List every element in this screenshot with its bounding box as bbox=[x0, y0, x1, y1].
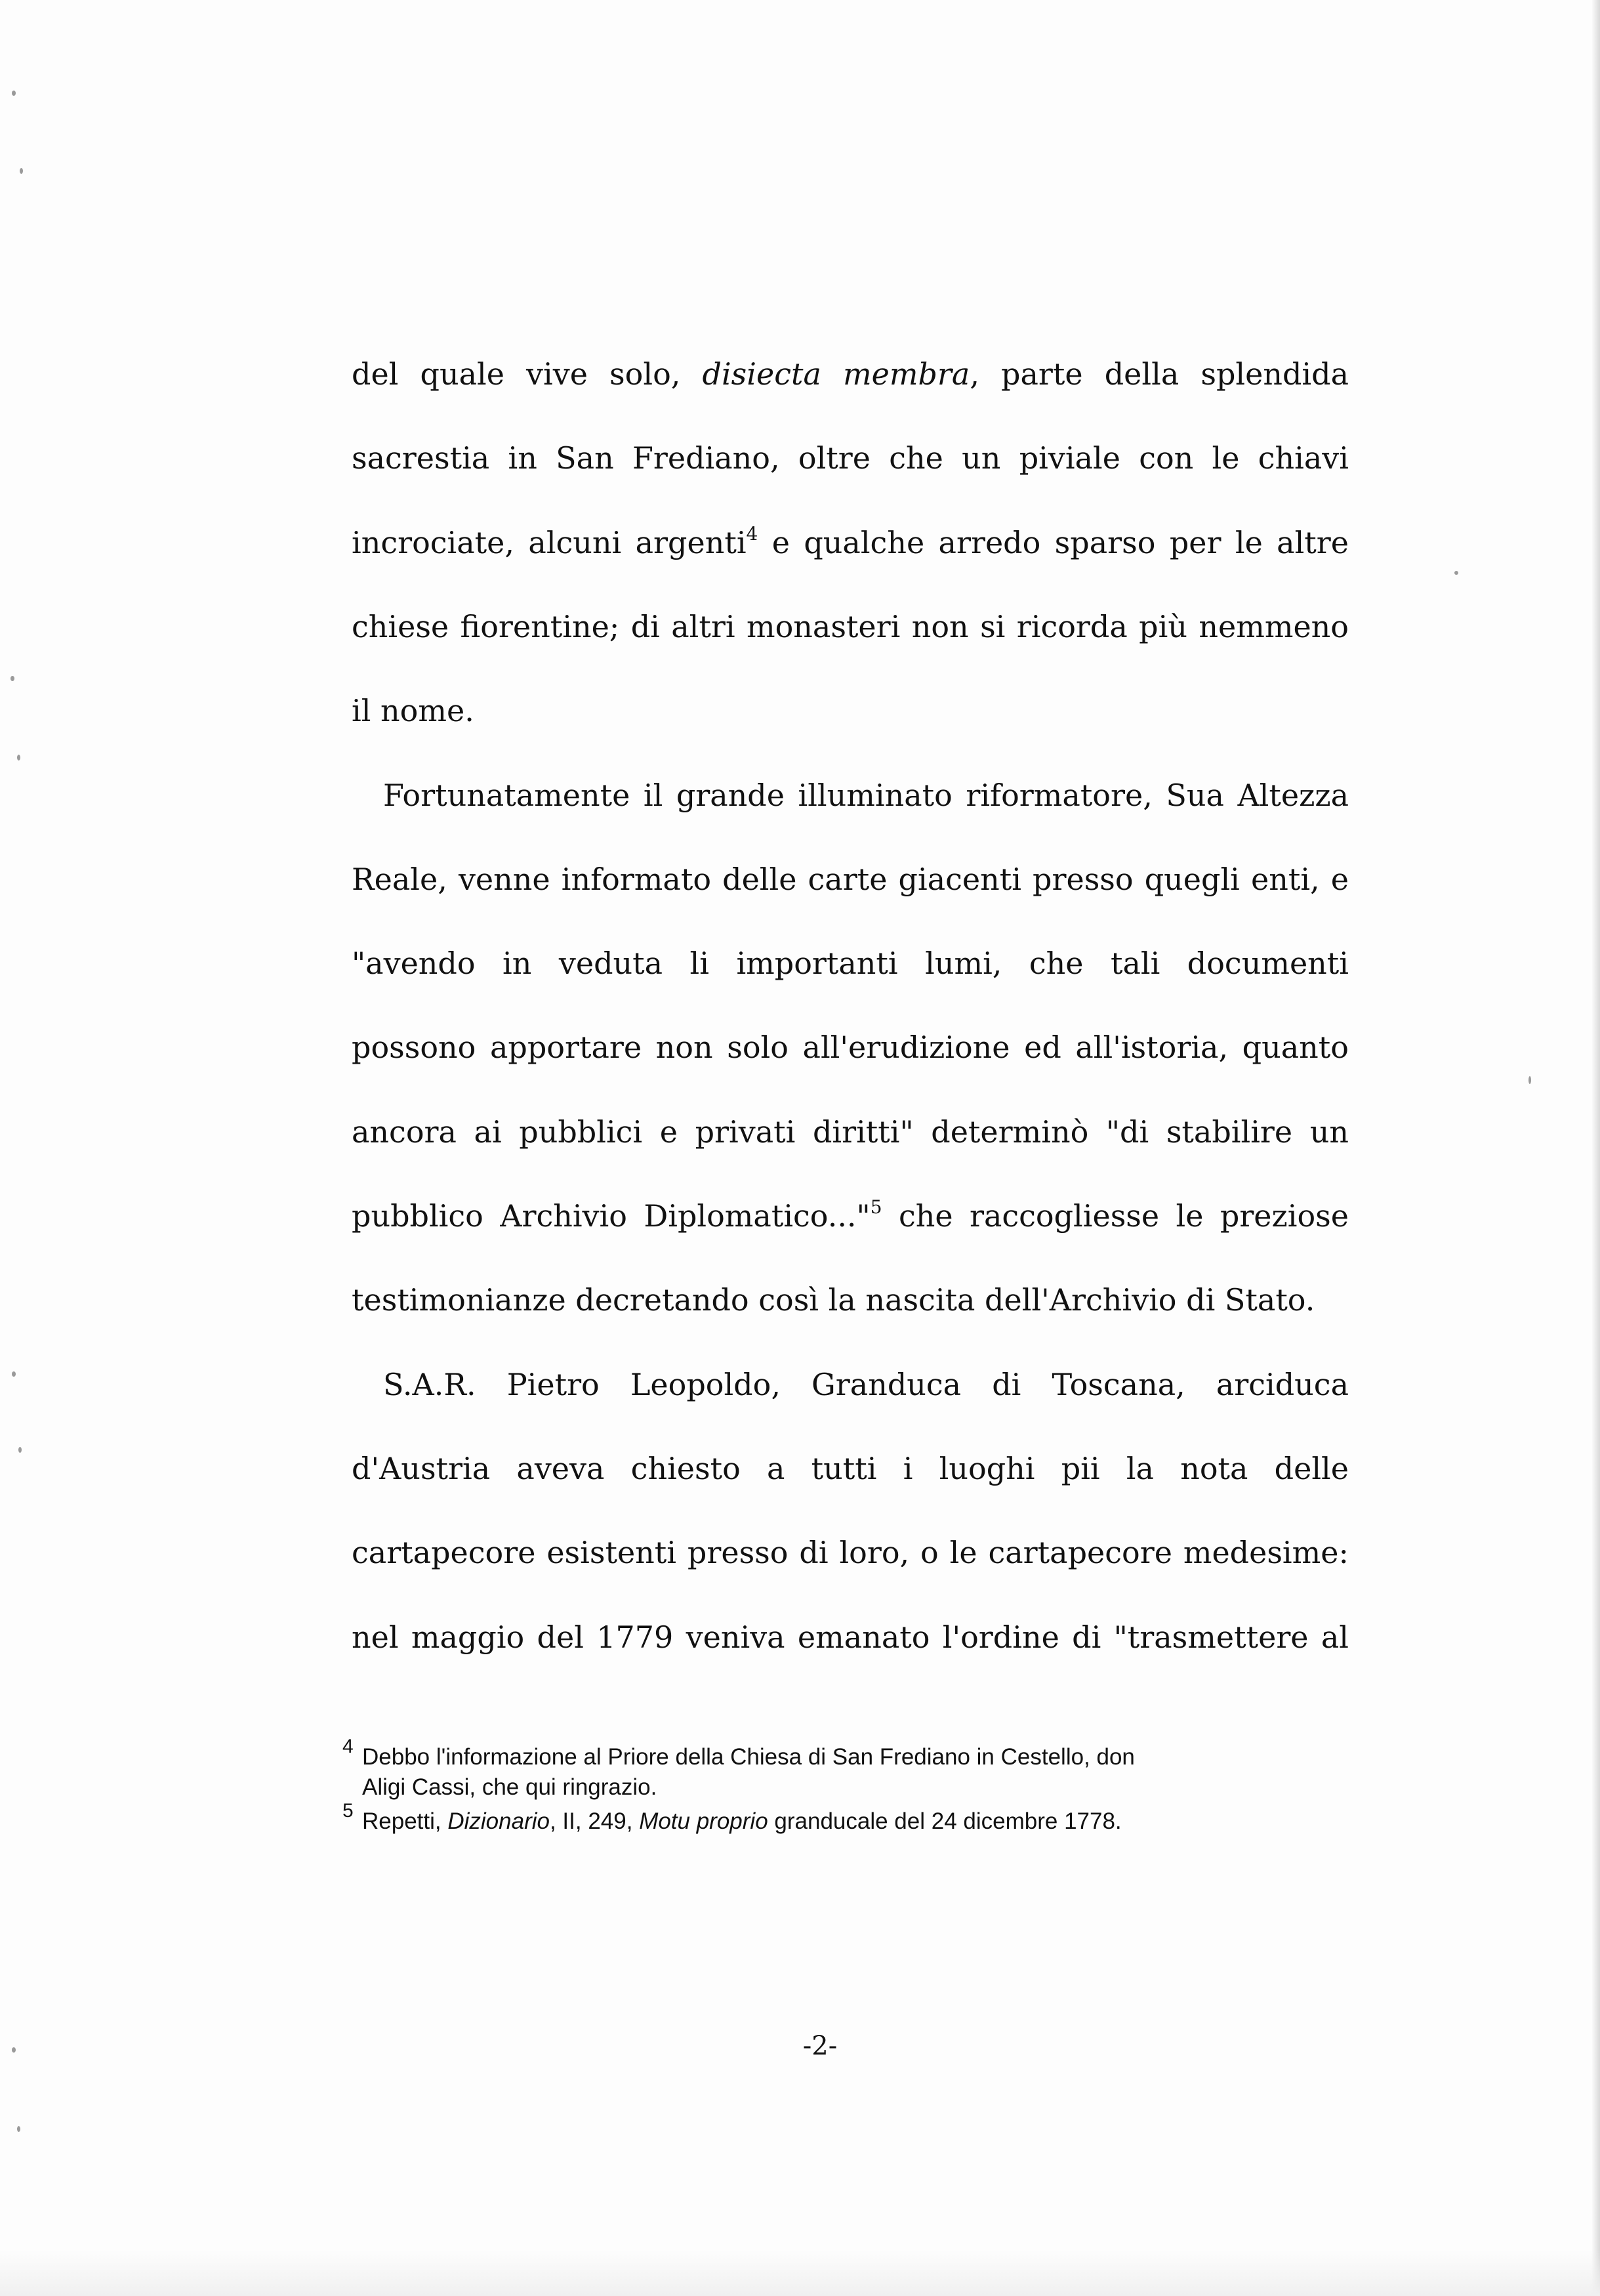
text-line: nel maggio del 1779 veniva emanato l'ordine di "trasmettere al bbox=[352, 1619, 1349, 1655]
text-line: del quale vive solo, disiecta membra, parte della splendida bbox=[352, 356, 1349, 392]
text-line: Fortunatamente il grande illuminato riformatore, Sua Altezza bbox=[383, 777, 1349, 813]
footnote-mark: 5 bbox=[342, 1800, 354, 1822]
scan-speck bbox=[17, 755, 20, 761]
footnote-line: Debbo l'informazione al Priore della Chiesa di San Frediano in Cestello, don bbox=[362, 1744, 1135, 1770]
page-bottom-shadow bbox=[0, 2250, 1600, 2296]
scan-speck bbox=[18, 1447, 22, 1453]
page-edge-shadow bbox=[1591, 0, 1600, 2296]
scan-speck bbox=[12, 1371, 16, 1377]
scan-speck bbox=[12, 91, 16, 96]
footnote-line: Aligi Cassi, che qui ringrazio. bbox=[362, 1774, 657, 1800]
text-line: sacrestia in San Frediano, oltre che un piviale con le chiavi bbox=[352, 440, 1349, 476]
text-line: d'Austria aveva chiesto a tutti i luoghi pii la nota delle bbox=[352, 1450, 1349, 1486]
scan-speck bbox=[20, 168, 23, 174]
text-line: pubblico Archivio Diplomatico..."$^5$ che raccogliesse le preziose bbox=[352, 1196, 1349, 1234]
scan-speck bbox=[12, 2047, 16, 2053]
page-number: -2- bbox=[802, 2031, 838, 2061]
text-line: incrociate, alcuni argenti$^4$ e qualche arredo sparso per le altre bbox=[352, 522, 1349, 560]
footnote-mark: 4 bbox=[342, 1736, 354, 1757]
footnote-line: Repetti, Dizionario, II, 249, Motu proprio granducale del 24 dicembre 1778. bbox=[362, 1808, 1122, 1834]
scan-speck bbox=[17, 2126, 20, 2132]
text-line: testimonianze decretando così la nascita dell'Archivio di Stato. bbox=[352, 1282, 1315, 1318]
text-line: S.A.R. Pietro Leopoldo, Granduca di Toscana, arciduca bbox=[383, 1366, 1349, 1402]
text-line: Reale, venne informato delle carte giacenti presso quegli enti, e bbox=[352, 861, 1349, 897]
text-line: chiese fiorentine; di altri monasteri non si ricorda più nemmeno bbox=[352, 608, 1349, 644]
scan-speck bbox=[10, 676, 14, 681]
text-line: possono apportare non solo all'erudizione ed all'istoria, quanto bbox=[352, 1030, 1349, 1066]
text-line: "avendo in veduta li importanti lumi, che tali documenti bbox=[352, 946, 1349, 982]
scan-speck bbox=[1454, 571, 1458, 575]
text-line: ancora ai pubblici e privati diritti" determinò "di stabilire un bbox=[352, 1114, 1349, 1150]
scan-speck bbox=[1528, 1076, 1531, 1084]
text-line: cartapecore esistenti presso di loro, o le cartapecore medesime: bbox=[352, 1535, 1349, 1571]
text-line: il nome. bbox=[352, 693, 474, 729]
